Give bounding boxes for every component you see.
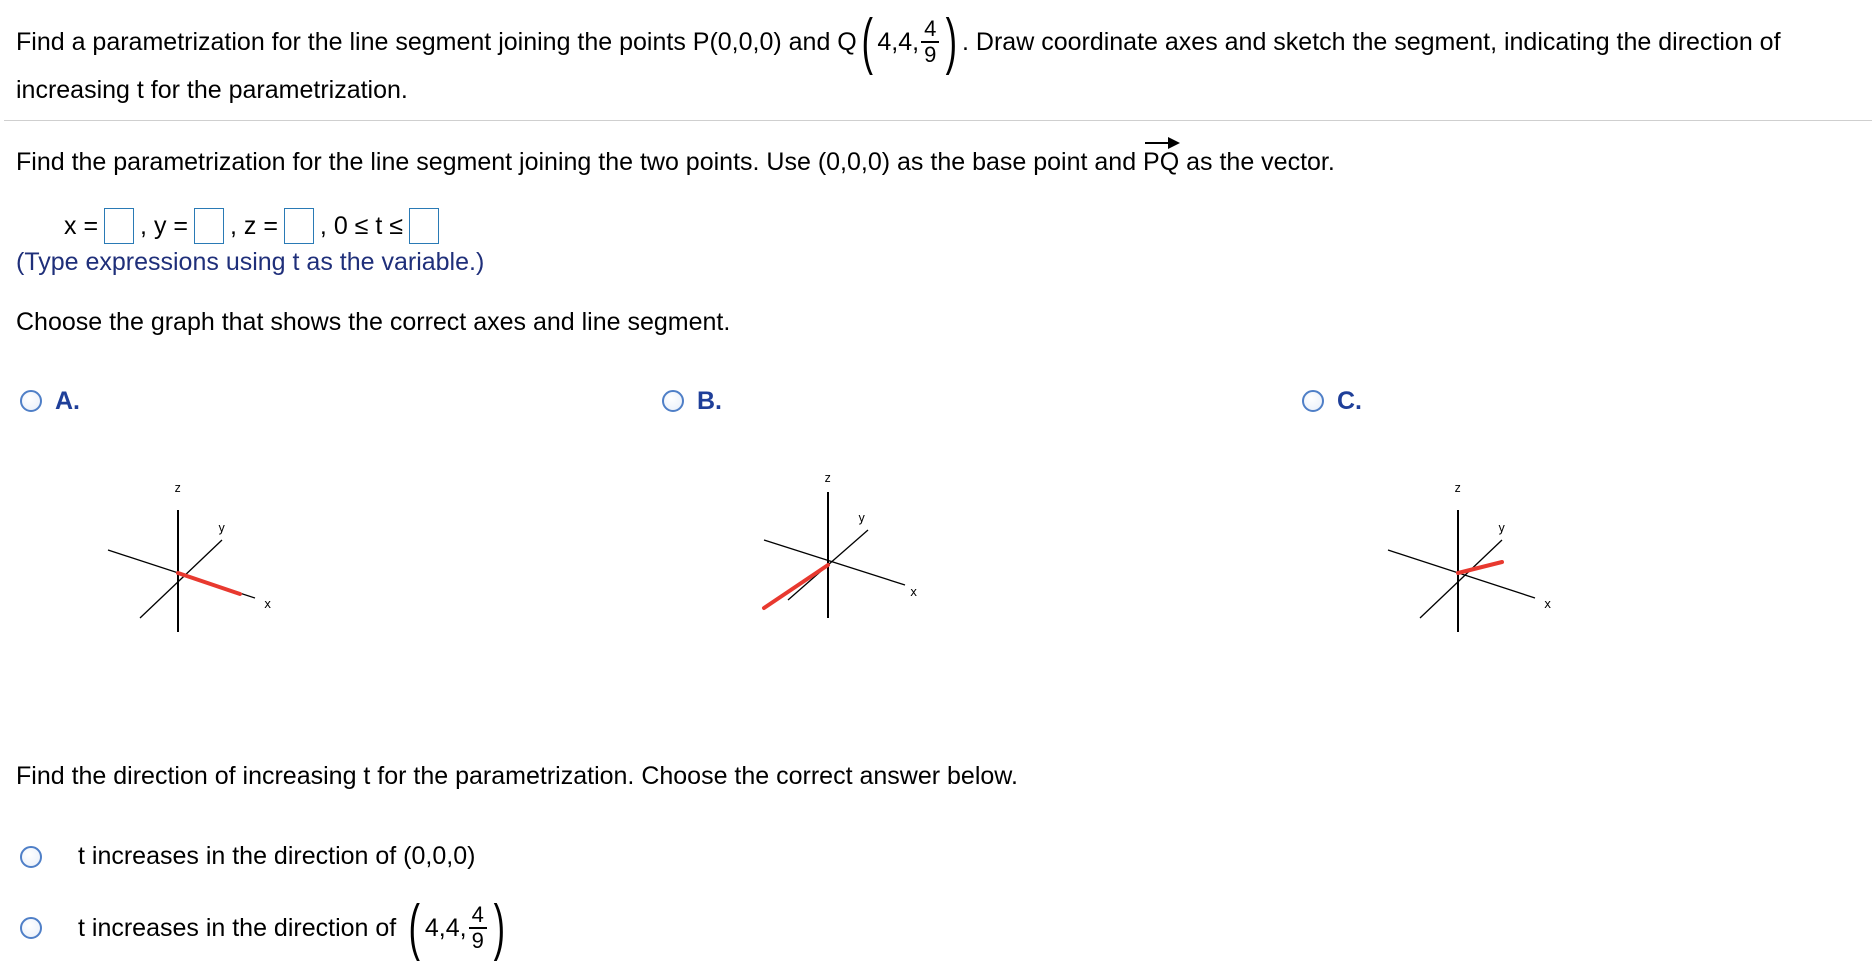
direction-choice-2-radio[interactable] xyxy=(20,917,42,939)
point-whole: 4,4, xyxy=(424,913,467,942)
point-fraction xyxy=(469,904,487,952)
direction-choice-1-radio[interactable] xyxy=(20,846,42,868)
fraction-numerator: 4 xyxy=(469,904,487,929)
left-paren: ( xyxy=(861,7,873,76)
point-q-whole: 4,4, xyxy=(877,27,920,56)
input-hint: (Type expressions using t as the variable.) xyxy=(16,248,485,276)
section-divider xyxy=(4,120,1872,121)
y-equals-label: , y = xyxy=(140,211,188,240)
x-axis xyxy=(764,540,905,585)
parametrization-answer-row xyxy=(64,206,439,246)
problem-statement xyxy=(16,7,1781,76)
option-a[interactable] xyxy=(20,386,80,416)
line-segment xyxy=(1458,562,1502,573)
x-axis-label: x xyxy=(264,597,272,611)
t-upper-bound-box[interactable] xyxy=(409,208,439,244)
line-segment xyxy=(764,565,828,608)
option-c[interactable] xyxy=(1302,386,1362,416)
vector-pq: PQ xyxy=(1143,148,1180,176)
y-axis-label: y xyxy=(1498,521,1506,535)
graph-b xyxy=(750,460,950,630)
graph-c xyxy=(1380,470,1580,640)
option-c-radio[interactable] xyxy=(1302,390,1324,412)
z-answer-box[interactable] xyxy=(284,208,314,244)
graph-a xyxy=(100,470,300,640)
x-answer-box[interactable] xyxy=(104,208,134,244)
option-a-label: A. xyxy=(54,386,80,415)
t-range-label: , 0 ≤ t ≤ xyxy=(319,211,403,240)
part1-instruction xyxy=(16,148,1335,177)
part3-instruction: Find the direction of increasing t for the parametrization. Choose the correct answer below. xyxy=(16,762,1018,790)
option-a-radio[interactable] xyxy=(20,390,42,412)
option-b-label: B. xyxy=(696,386,722,415)
y-axis-label: y xyxy=(858,511,866,525)
part1-instruction-before: Find the parametrization for the line segment joining the two points. Use (0,0,0) as the base point and xyxy=(16,148,1144,176)
z-equals-label: , z = xyxy=(229,211,278,240)
x-axis-label: x xyxy=(1544,597,1552,611)
option-b[interactable] xyxy=(662,386,722,416)
point-q-expression xyxy=(857,7,962,76)
part2-instruction: Choose the graph that shows the correct axes and line segment. xyxy=(16,308,731,336)
right-paren: ) xyxy=(946,7,958,76)
problem-text-after: . Draw coordinate axes and sketch the segment, indicating the direction of xyxy=(962,27,1781,56)
y-answer-box[interactable] xyxy=(194,208,224,244)
y-axis xyxy=(1420,540,1502,618)
point-q-fraction xyxy=(921,18,939,66)
x-equals-label: x = xyxy=(64,211,99,240)
option-c-label: C. xyxy=(1336,386,1362,415)
direction-choice-2[interactable] xyxy=(20,893,510,962)
y-axis xyxy=(140,540,222,618)
z-axis-label: z xyxy=(1454,481,1462,495)
direction-choice-2-point xyxy=(404,893,509,962)
z-axis-label: z xyxy=(824,471,832,485)
fraction-denominator: 9 xyxy=(471,928,484,953)
direction-choice-1[interactable] xyxy=(20,842,475,871)
part1-instruction-after: as the vector. xyxy=(1179,148,1335,176)
option-b-radio[interactable] xyxy=(662,390,684,412)
line-segment xyxy=(178,573,240,594)
fraction-denominator: 9 xyxy=(924,42,937,67)
direction-choice-1-label: t increases in the direction of (0,0,0) xyxy=(78,842,476,870)
z-axis-label: z xyxy=(174,481,182,495)
direction-choice-2-label: t increases in the direction of xyxy=(78,913,397,942)
problem-text-before: Find a parametrization for the line segment joining the points P(0,0,0) and Q xyxy=(16,27,857,56)
y-axis-label: y xyxy=(218,521,226,535)
left-paren: ( xyxy=(408,893,421,962)
x-axis-label: x xyxy=(910,585,918,599)
fraction-numerator: 4 xyxy=(921,18,939,43)
problem-text-line2: increasing t for the parametrization. xyxy=(16,76,408,104)
right-paren: ) xyxy=(493,893,505,962)
